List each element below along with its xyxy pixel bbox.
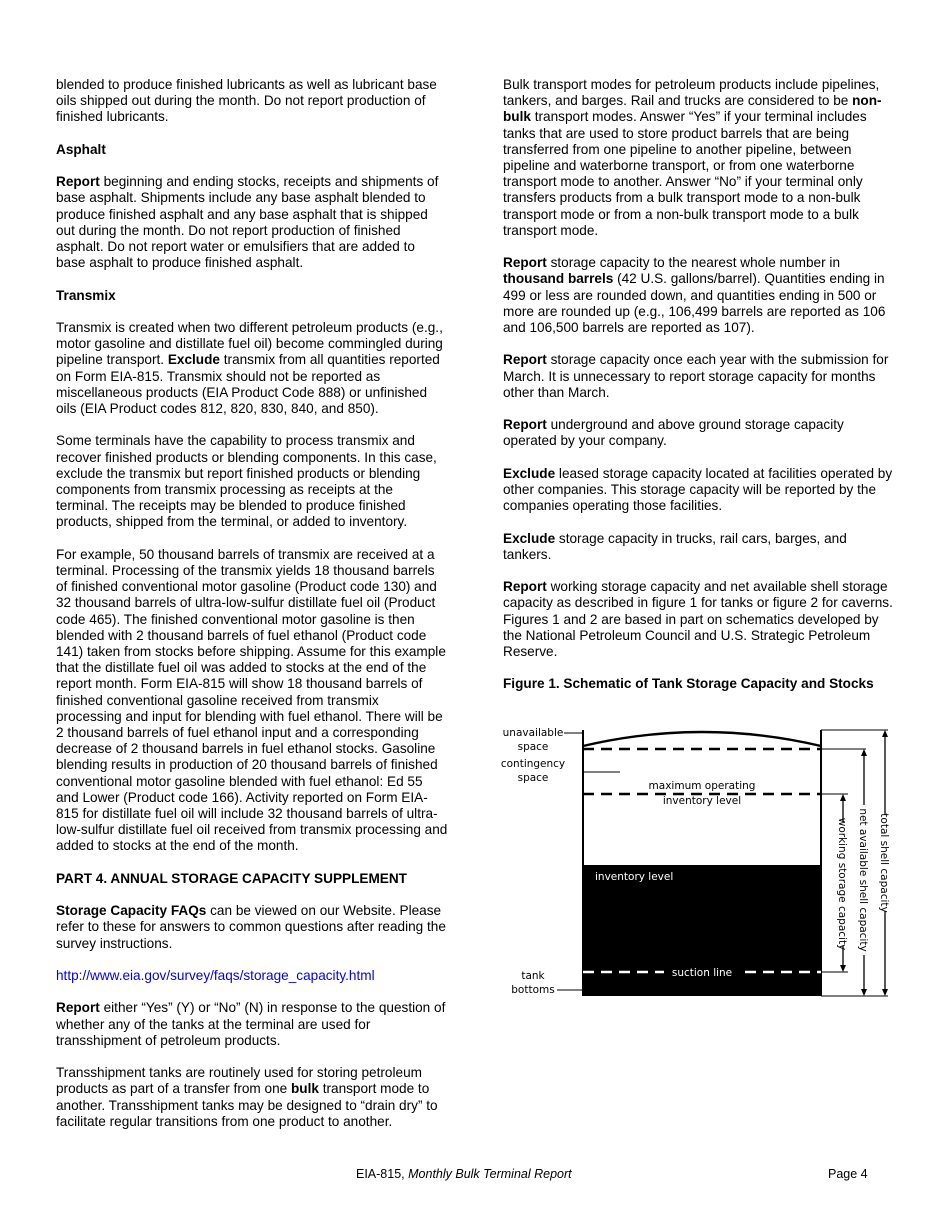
transmix-heading: Transmix <box>56 287 116 303</box>
year-text: storage capacity once each year with the submission for March. It is unnecessary to report storage capacity for months other than March. <box>503 352 889 400</box>
working-lead: Report <box>503 579 547 595</box>
leased-text: leased storage capacity located at facilities operated by other companies. This storage capacity will be reported by the companies operating those facilities. <box>503 465 893 514</box>
transmix-paragraph-3: For example, 50 thousand barrels of transmix are received at a terminal. Processing of the transmix yields 18 thousand barrels of finished conventional motor gasoline (Product code 130) and 32 thousand barrels of ultra-low-sulfur distillate fuel oil (Product code 465). The finished conventional motor gasoline is then blended with 2 thousand barrels of fuel ethanol (Product code 141) taken from stocks before shipping. Assume for this example that the distillate fuel oil was added to stocks at the end of the report month. Form EIA-815 will show 18 thousand barrels of finished conventional gasoline received from transmix processing and input for blending with fuel ethanol. There will be 2 thousand barrels of fuel ethanol input and a corresponding decrease of 2 thousand barrels in fuel ethanol stocks. Gasoline blending results in production of 20 thousand barrels of finished conventional motor gasoline blended with fuel ethanol: Ed 55 and Lower (Product code 166). Activity reported on Form EIA-815 for distillate fuel oil will include 32 thousand barrels of ultra-low-sulfur distillate fuel oil received from transmix processing and added to stocks at the end of the month. <box>56 546 448 854</box>
asphalt-lead: Report <box>56 174 100 190</box>
net-available-arrow-top <box>861 749 867 756</box>
part4-heading: PART 4. ANNUAL STORAGE CAPACITY SUPPLEMENT <box>56 870 407 886</box>
report-yn-paragraph <box>56 1000 448 1049</box>
faq-text: can be viewed on our Website. Please refer to these for answers to common questions after reading the survey instructions. <box>56 903 446 951</box>
net-available-arrow-bottom <box>861 989 867 996</box>
transmix-paragraph-1 <box>56 320 448 417</box>
cap-lead: Report <box>503 255 547 271</box>
bulk-paragraph <box>503 77 895 239</box>
label-suction-line: suction line <box>671 967 733 979</box>
transmix-exclude: Exclude <box>167 352 220 368</box>
under-lead: Report <box>503 417 547 433</box>
faq-link[interactable]: http://www.eia.gov/survey/faqs/storage_capacity.html <box>56 968 375 984</box>
report-yn-lead: Report <box>56 1000 100 1016</box>
working-paragraph <box>503 579 895 660</box>
transmix-p1-text-b: transmix from all quantities reported on Form EIA-815. Transmix should not be reported as miscellaneous products (EIA Product Code 888) or unfinished oils (EIA Product codes 812, 820, 830, 840, and 850). <box>56 352 440 416</box>
trans-text-a: Transshipment tanks are routinely used for storing petroleum products as part of a transfer from one <box>56 1065 422 1097</box>
asphalt-heading: Asphalt <box>56 141 106 157</box>
label-total-shell: total shell capacity <box>878 813 890 913</box>
transmix-paragraph-2: Some terminals have the capability to process transmix and recover finished products or blending components. In this case, exclude the transmix but report finished products or blending components from transmix processing as receipts at the terminal. The receipts may be blended to produce finished products, shipped from the terminal, or added to inventory. <box>56 433 437 530</box>
capacity-paragraph <box>503 255 895 336</box>
label-net-available: net available shell capacity <box>857 808 869 952</box>
under-text: underground and above ground storage capacity operated by your company. <box>503 417 844 449</box>
leased-lead: Exclude <box>503 465 556 481</box>
label-tank-1: tank <box>521 970 545 982</box>
asphalt-paragraph <box>56 174 448 271</box>
leased-paragraph <box>503 466 895 515</box>
footer-page-number: Page 4 <box>828 1167 868 1181</box>
transshipment-paragraph <box>56 1065 448 1130</box>
faq-bold: Storage Capacity FAQs <box>56 903 207 919</box>
bulk-text-b: transport modes. Answer “Yes” if your terminal includes tanks that are used to store product barrels that are being transferred from one pipeline to another pipeline, between pipeline and waterborne transport, or from one waterborne transport mode to another. Answer “No” if your terminal only transfers products from a bulk transport mode to a non-bulk transport mode or from a non-bulk transport mode to a bulk transport mode. <box>503 109 867 238</box>
footer-form <box>356 1167 572 1181</box>
trucks-lead: Exclude <box>503 530 556 546</box>
yearly-paragraph <box>503 352 895 401</box>
report-yn-text: either “Yes” (Y) or “No” (N) in response to the question of whether any of the tanks at the terminal are used for transshipment of petroleum products. <box>56 1000 446 1048</box>
label-inventory-level: inventory level <box>595 871 674 883</box>
faq-paragraph <box>56 903 448 952</box>
asphalt-text: beginning and ending stocks, receipts and shipments of base asphalt. Shipments include any base asphalt blended to produce finished asphalt and any base asphalt that is shipped out during the month. Do not report production of finished asphalt. Do not report water or emulsifiers that are added to base asphalt to produce finished asphalt. <box>56 174 439 271</box>
lubricants-paragraph: blended to produce finished lubricants as well as lubricant base oils shipped out during the month. Do not report production of finished lubricants. <box>56 77 437 125</box>
trucks-text: storage capacity in trucks, rail cars, barges, and tankers. <box>503 530 847 562</box>
figure-title: Figure 1. Schematic of Tank Storage Capacity and Stocks <box>503 676 874 692</box>
left-column <box>56 77 448 1146</box>
trans-text-b: transport mode to another. Transshipment tanks may be designed to “drain dry” to facilitate regular transitions from one product to another. <box>56 1081 438 1129</box>
label-max-operating-2: inventory level <box>662 795 742 807</box>
underground-paragraph <box>503 417 895 449</box>
total-shell-arrow-bottom <box>882 989 888 996</box>
label-contingency-2: space <box>517 772 549 784</box>
working-storage-arrow-bottom <box>840 965 846 972</box>
bulk-text-a: Bulk transport modes for petroleum products include pipelines, tankers, and barges. Rail and trucks are considered to be <box>503 77 880 109</box>
transmix-p1-text-a: Transmix is created when two different petroleum products (e.g., motor gasoline and distillate fuel oil) become commingled during pipeline transport. <box>56 319 443 368</box>
right-column <box>503 77 895 709</box>
cap-text-b: (42 U.S. gallons/barrel). Quantities ending in 499 or less are rounded down, and quantities ending in 500 or more are rounded up (e.g., 106,499 barrels are reported as 106 and 106,500 barrels are reported as 107). <box>503 271 886 336</box>
footer-form-title: Monthly Bulk Terminal Report <box>408 1167 572 1181</box>
working-storage-arrow-top <box>840 794 846 801</box>
label-contingency-1: contingency <box>500 758 566 770</box>
cap-text-a: storage capacity to the nearest whole number in <box>546 255 841 271</box>
trucks-paragraph <box>503 531 895 563</box>
faq-link-paragraph <box>56 968 448 984</box>
label-working-storage: working storage capacity <box>836 817 848 951</box>
label-max-operating-1: maximum operating <box>648 780 756 792</box>
footer-form-prefix: EIA-815, <box>356 1167 409 1181</box>
label-unavailable-1: unavailable <box>502 727 564 739</box>
trans-bulk: bulk <box>290 1081 319 1097</box>
cap-bold: thousand barrels <box>503 271 614 287</box>
label-unavailable-2: space <box>517 741 549 753</box>
year-lead: Report <box>503 352 547 368</box>
tank-schematic-svg <box>500 722 900 1004</box>
tank-roof <box>583 732 821 746</box>
bulk-nonbulk: non-bulk <box>503 93 882 125</box>
tank-schematic-figure <box>500 722 900 1004</box>
label-tank-2: bottoms <box>511 984 555 996</box>
total-shell-arrow-top <box>882 730 888 737</box>
working-text: working storage capacity and net available shell storage capacity as described in figure 1 for tanks or figure 2 for caverns. Figures 1 and 2 are based in part on schematics developed by the National Petroleum Council and U.S. Strategic Petroleum Reserve. <box>503 579 893 660</box>
